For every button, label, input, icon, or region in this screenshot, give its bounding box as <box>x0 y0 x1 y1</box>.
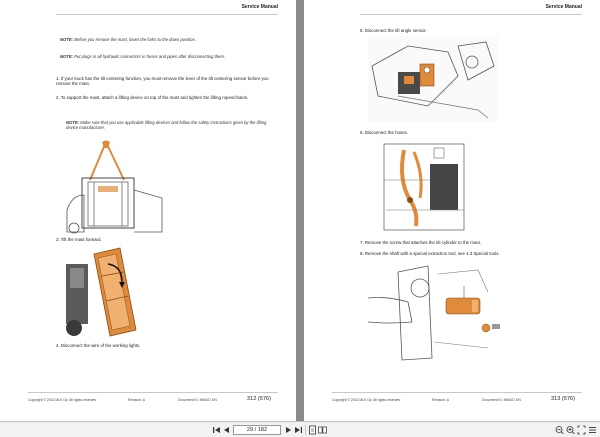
footer-document-id: Document ID: MM267-EN <box>482 398 521 402</box>
last-page-icon[interactable] <box>294 425 303 435</box>
tilt-sensor-figure <box>368 36 498 122</box>
page-number: 312 (576) <box>247 396 271 402</box>
step-1: 1. If your truck has the tilt centering function, you must remove the lever of the tilt centering sensor before you remove the mast. <box>56 76 269 87</box>
left-page <box>0 0 296 421</box>
previous-page-icon[interactable] <box>222 425 231 435</box>
right-page <box>304 0 600 421</box>
step-5: 5. Disconnect the tilt angle sensor. <box>360 28 427 33</box>
zoom-in-icon[interactable] <box>566 425 575 435</box>
note-text: Before you remove the mast, lower the forks to the down position. <box>74 37 196 42</box>
footer-document-id: Document ID: MM267-EN <box>178 398 217 402</box>
note-text: Put plugs in all hydraulic connectors in hoses and pipes after disconnecting them. <box>74 54 226 59</box>
page-header: Service Manual <box>545 4 582 10</box>
note-label: NOTE: <box>60 54 74 59</box>
tilt-mast-figure <box>64 246 144 338</box>
step-2: 2. To support the mast, attach a lifting device on top of the mast and tighten the lifting ropes/chains. <box>56 95 249 100</box>
mast-lifting-figure <box>62 140 172 235</box>
step-8: 8. Remove the shaft with a special extraction tool, see 4.3 Special tools. <box>360 251 500 256</box>
footer-divider <box>332 392 582 393</box>
footer-revision: Revision: A <box>432 398 449 402</box>
page-header: Service Manual <box>241 4 278 10</box>
shaft-extraction-figure <box>368 262 508 362</box>
first-page-icon[interactable] <box>212 425 221 435</box>
menu-icon[interactable] <box>588 425 597 435</box>
next-page-icon[interactable] <box>284 425 293 435</box>
footer-copyright: Copyright © 2021 MLE Oy. All rights reserved <box>332 398 401 402</box>
header-divider <box>56 14 278 15</box>
footer-revision: Revision: A <box>128 398 145 402</box>
note-label: NOTE: <box>66 120 80 125</box>
zoom-out-icon[interactable] <box>555 425 564 435</box>
viewer-toolbar <box>0 421 600 437</box>
document-icon[interactable] <box>308 425 317 435</box>
note-text: Make sure that you use applicable lifting devices and follow the safety instructions given by the lifting device manufacturer. <box>66 120 267 131</box>
step-7: 7. Remove the screw that attaches the tilt cylinder to the mast. <box>360 240 482 245</box>
two-page-view-icon[interactable] <box>318 425 327 435</box>
note-lifting <box>66 120 276 130</box>
step-3: 3. Tilt the mast forward. <box>56 237 102 242</box>
toolbar-separator <box>305 425 306 435</box>
note-label: NOTE: <box>60 37 74 42</box>
step-4: 4. Disconnect the wire of the working lights. <box>56 343 141 348</box>
page-number: 313 (576) <box>551 396 575 402</box>
hoses-figure <box>374 140 474 232</box>
step-6: 6. Disconnect the hoses. <box>360 130 409 135</box>
footer-copyright: Copyright © 2021 MLE Oy. All rights reserved <box>28 398 97 402</box>
note-plugs <box>60 54 285 59</box>
fullscreen-icon[interactable] <box>577 425 586 435</box>
header-divider <box>360 14 582 15</box>
page-number-input[interactable]: 29 / 182 <box>233 425 281 435</box>
note-lower-forks <box>60 37 280 42</box>
footer-divider <box>28 392 278 393</box>
